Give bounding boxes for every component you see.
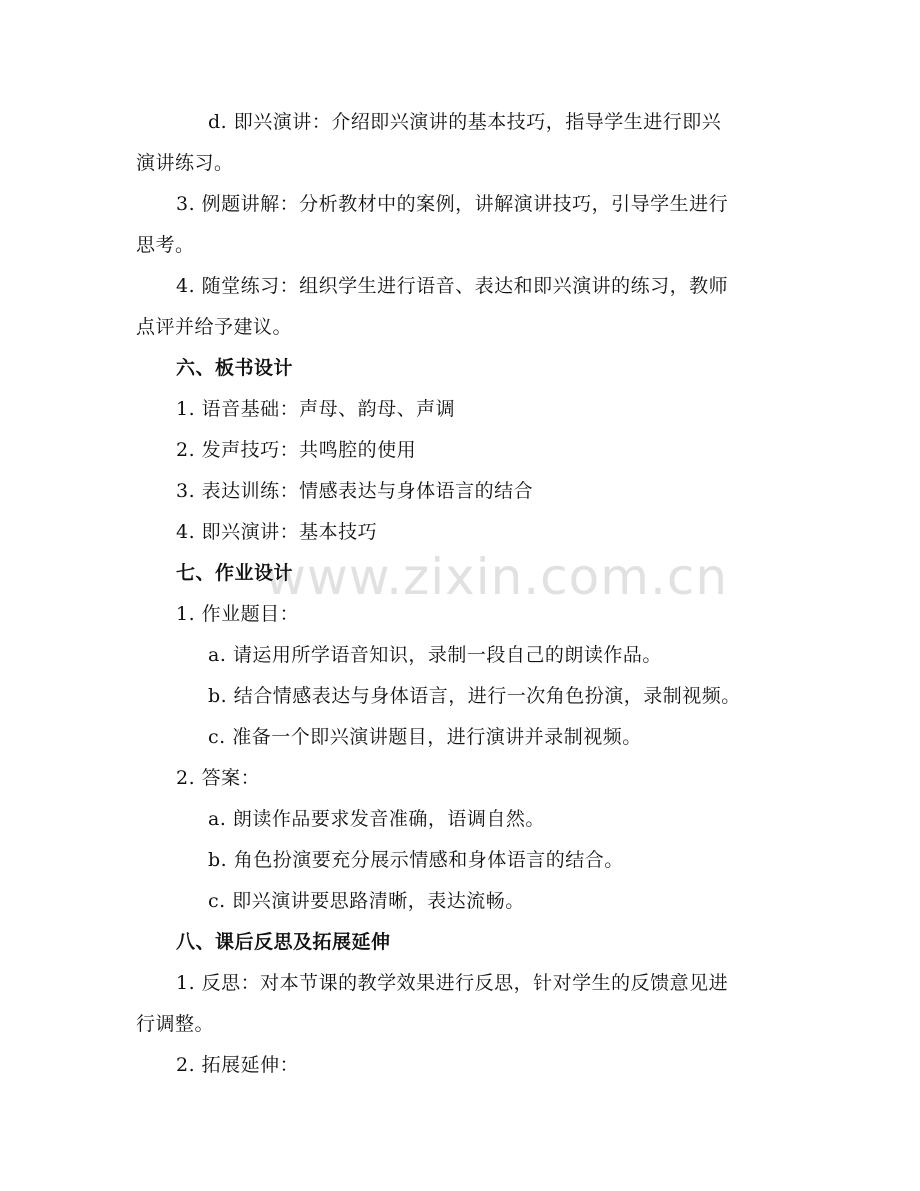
paragraph-line: 行调整。 xyxy=(136,1013,215,1035)
list-item: 2. 拓展延伸： xyxy=(176,1054,300,1076)
watermark: www.zixin.com.cn xyxy=(265,548,729,606)
list-item: 1. 反思：对本节课的教学效果进行反思，针对学生的反馈意见进 xyxy=(176,972,729,994)
paragraph-line: 思考。 xyxy=(136,234,195,256)
sub-list-item: a. 朗读作品要求发音准确，语调自然。 xyxy=(208,808,545,830)
paragraph-line: 4. 随堂练习：组织学生进行语音、表达和即兴演讲的练习，教师 xyxy=(176,275,729,297)
list-item: 4. 即兴演讲：基本技巧 xyxy=(176,521,378,543)
paragraph-line: 点评并给予建议。 xyxy=(136,316,293,338)
list-item: 2. 答案： xyxy=(176,767,261,789)
paragraph-line: d. 即兴演讲：介绍即兴演讲的基本技巧，指导学生进行即兴 xyxy=(208,111,722,133)
sub-list-item: c. 准备一个即兴演讲题目，进行演讲并录制视频。 xyxy=(208,726,642,748)
section-heading: 六、板书设计 xyxy=(176,357,294,379)
sub-list-item: b. 角色扮演要充分展示情感和身体语言的结合。 xyxy=(208,849,624,871)
sub-list-item: a. 请运用所学语音知识，录制一段自己的朗读作品。 xyxy=(208,644,662,666)
list-item: 2. 发声技巧：共鸣腔的使用 xyxy=(176,439,417,461)
list-item: 1. 作业题目： xyxy=(176,603,300,625)
sub-list-item: c. 即兴演讲要思路清晰，表达流畅。 xyxy=(208,890,525,912)
list-item: 1. 语音基础：声母、韵母、声调 xyxy=(176,398,456,420)
sub-list-item: b. 结合情感表达与身体语言，进行一次角色扮演，录制视频。 xyxy=(208,685,741,707)
list-item: 3. 表达训练：情感表达与身体语言的结合 xyxy=(176,480,534,502)
paragraph-line: 演讲练习。 xyxy=(136,152,234,174)
section-heading: 七、作业设计 xyxy=(176,562,294,584)
section-heading: 八、课后反思及拓展延伸 xyxy=(176,931,391,953)
paragraph-line: 3. 例题讲解：分析教材中的案例，讲解演讲技巧，引导学生进行 xyxy=(176,193,729,215)
